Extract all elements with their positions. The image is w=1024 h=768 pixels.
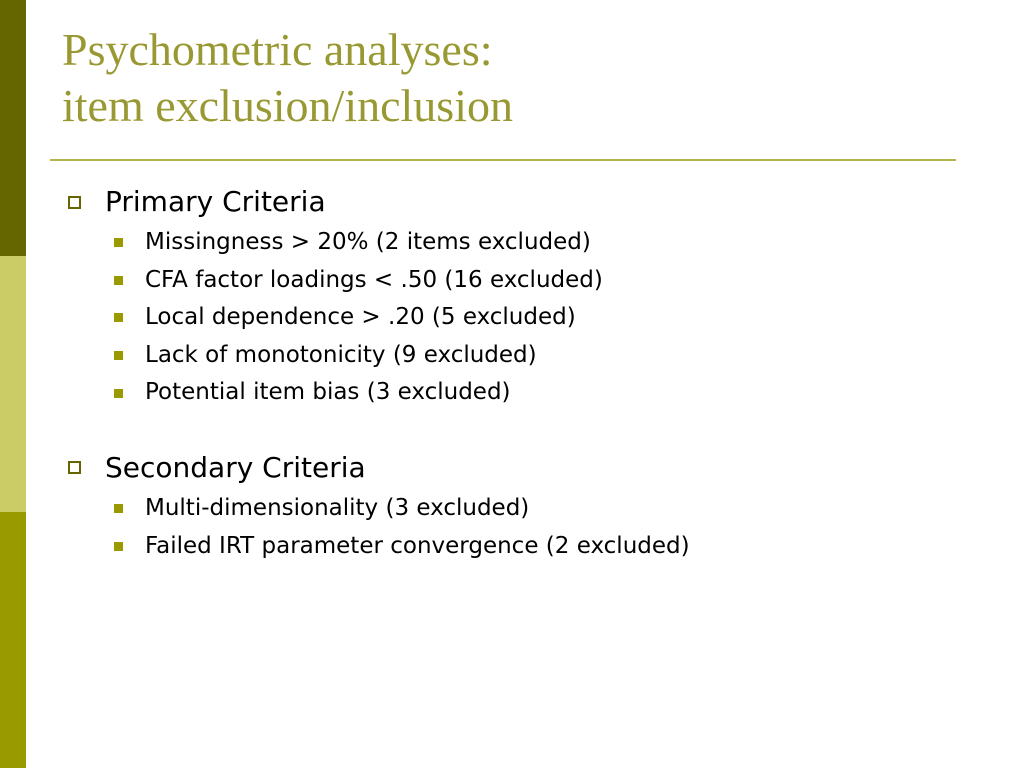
slide-title-line-2: item exclusion/inclusion: [62, 80, 513, 131]
list-item-text: Failed IRT parameter convergence (2 excluded): [145, 532, 690, 559]
hollow-square-icon: [68, 461, 81, 474]
filled-square-icon: [114, 313, 123, 322]
list-item: [114, 528, 962, 566]
hollow-square-icon: [68, 196, 81, 209]
accent-bar-top: [0, 0, 26, 256]
slide-content: [62, 180, 962, 565]
slide-title: [62, 22, 513, 134]
filled-square-icon: [114, 542, 123, 551]
title-divider: [50, 159, 956, 161]
filled-square-icon: [114, 389, 123, 398]
filled-square-icon: [114, 238, 123, 247]
filled-square-icon: [114, 351, 123, 360]
list-item: [114, 490, 962, 528]
list-item: [114, 224, 962, 262]
accent-bar-middle: [0, 256, 26, 512]
filled-square-icon: [114, 504, 123, 513]
list-item: [114, 262, 962, 300]
criteria-list: [62, 490, 962, 565]
list-item-text: Multi-dimensionality (3 excluded): [145, 494, 530, 521]
section-heading-row: [62, 446, 962, 490]
list-item: [114, 299, 962, 337]
section-secondary: [62, 446, 962, 565]
section-primary: [62, 180, 962, 412]
section-heading: Primary Criteria: [105, 185, 326, 218]
slide-title-line-1: Psychometric analyses:: [62, 24, 493, 75]
filled-square-icon: [114, 276, 123, 285]
list-item-text: CFA factor loadings < .50 (16 excluded): [145, 266, 603, 293]
list-item: [114, 374, 962, 412]
list-item-text: Lack of monotonicity (9 excluded): [145, 341, 537, 368]
criteria-list: [62, 224, 962, 412]
list-item: [114, 337, 962, 375]
accent-bar-bottom: [0, 512, 26, 768]
list-item-text: Missingness > 20% (2 items excluded): [145, 229, 591, 255]
section-heading-row: [62, 180, 962, 224]
list-item-text: Potential item bias (3 excluded): [145, 379, 511, 406]
section-heading: Secondary Criteria: [105, 450, 366, 484]
list-item-text: Local dependence > .20 (5 excluded): [145, 304, 576, 331]
